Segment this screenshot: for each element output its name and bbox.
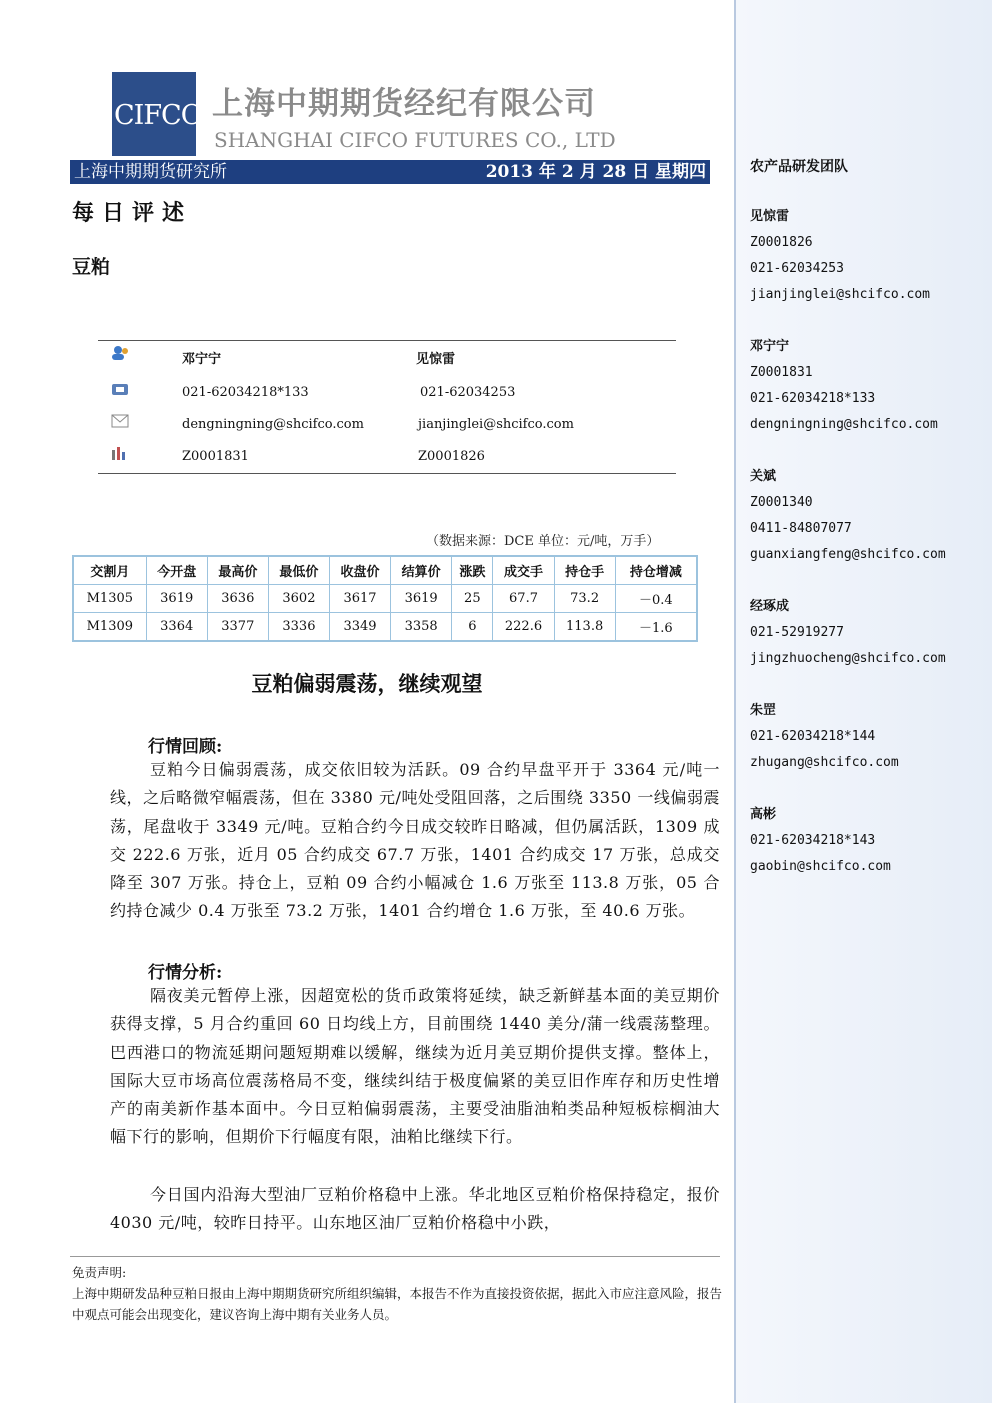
contact-a-email[interactable]: dengningning@shcifco.com <box>182 417 364 432</box>
contact-a-name: 邓宁宁 <box>182 352 222 367</box>
member-name: 朱罡 <box>750 703 777 718</box>
institute-name: 上海中期期货研究所 <box>74 162 227 182</box>
col-header: 持仓增减 <box>615 556 697 585</box>
table-cell: 3336 <box>268 613 329 642</box>
col-header: 最高价 <box>207 556 268 585</box>
article-title: 豆粕偏弱震荡，继续观望 <box>251 671 483 696</box>
member-phone: 021-52919277 <box>750 625 844 640</box>
member-phone: 0411-84807077 <box>750 521 852 536</box>
logo-text: CIFCO <box>114 100 202 131</box>
product-heading: 豆粕 <box>72 256 111 278</box>
col-header: 成交手 <box>493 556 554 585</box>
member-email[interactable]: dengningning@shcifco.com <box>750 417 938 432</box>
member-id: Z0001826 <box>750 235 813 250</box>
table-cell: 3377 <box>207 613 268 642</box>
section-heading-daily: 每日评述 <box>72 200 193 226</box>
table-cell: 3364 <box>146 613 207 642</box>
paragraph-spot: 今日国内沿海大型油厂豆粕价格稳中上涨。华北地区豆粕价格保持稳定，报价 4030 元/吨，较昨日持平。山东地区油厂豆粕价格稳中小跌， <box>110 1185 720 1233</box>
member-name: 邓宁宁 <box>750 339 790 354</box>
col-header: 收盘价 <box>329 556 390 585</box>
table-row <box>73 585 697 613</box>
team-title: 农产品研发团队 <box>750 159 848 175</box>
paragraph-review: 豆粕今日偏弱震荡，成交依旧较为活跃。09 合约早盘平开于 3364 元/吨一线，之后略微窄幅震荡，但在 3380 元/吨处受阻回落，之后围绕 3350 一线偏弱震荡，尾盘收于 3349 元/吨。豆粕合约今日成交较昨日略减，但仍属活跃，1309 成交 222.6 万张，近月 05 合约成交 67.7 万张，1401 合约成交 17 万张，总成交降至 307 万张。持仓上，豆粕 09 合约小幅减仓 1.6 万张至 113.8 万张，05 合约持仓减少 0.4 万张至 73.2 万张，1401 合约增仓 1.6 万张，至 40.6 万张。 <box>110 760 720 921</box>
person-icon <box>110 345 130 361</box>
contact-b-name: 见惊雷 <box>416 352 456 367</box>
table-cell: －1.6 <box>615 613 697 642</box>
team-member <box>750 698 899 776</box>
member-phone: 021-62034218*144 <box>750 729 876 744</box>
table-cell: 3358 <box>391 613 452 642</box>
member-name: 高彬 <box>750 807 777 822</box>
contact-divider-bottom <box>98 473 676 474</box>
table-cell: 73.2 <box>554 585 615 613</box>
col-header: 今开盘 <box>146 556 207 585</box>
member-id: Z0001340 <box>750 495 813 510</box>
table-cell: 25 <box>452 585 493 613</box>
col-header: 持仓手 <box>554 556 615 585</box>
table-cell: 3602 <box>268 585 329 613</box>
header-bar <box>70 160 710 184</box>
data-source-note: （数据来源：DCE 单位：元/吨，万手） <box>426 534 660 549</box>
section-market-analysis: 行情分析: <box>148 963 223 983</box>
team-member <box>750 594 946 672</box>
table-cell: 6 <box>452 613 493 642</box>
member-email[interactable]: guanxiangfeng@shcifco.com <box>750 547 946 562</box>
id-card-icon <box>110 445 130 461</box>
report-date: 2013 年 2 月 28 日 星期四 <box>485 162 706 182</box>
table-cell: 3636 <box>207 585 268 613</box>
member-email[interactable]: zhugang@shcifco.com <box>750 755 899 770</box>
table-cell: 3349 <box>329 613 390 642</box>
disclaimer-label: 免责声明: <box>72 1265 127 1280</box>
paragraph-analysis: 隔夜美元暂停上涨，因超宽松的货币政策将延续，缺乏新鲜基本面的美豆期价获得支撑，5 月合约重回 60 日均线上方，目前围绕 1440 美分/蒲一线震荡整理。巴西港口的物流延期问题短期难以缓解，继续为近月美豆期价提供支撑。整体上，国际大豆市场高位震荡格局不变，继续纠结于极度偏紧的美豆旧作库存和历史性增产的南美新作基本面中。今日豆粕偏弱震荡，主要受油脂油粕类品种短板棕榈油大幅下行的影响，但期价下行幅度有限，油粕比继续下行。 <box>110 986 720 1147</box>
member-name: 关斌 <box>750 469 777 484</box>
member-phone: 021-62034253 <box>750 261 844 276</box>
col-header: 涨跌 <box>452 556 493 585</box>
company-name-en: SHANGHAI CIFCO FUTURES CO., LTD <box>214 128 616 152</box>
email-icon <box>110 413 130 429</box>
member-id: Z0001831 <box>750 365 813 380</box>
team-member <box>750 334 938 438</box>
table-cell: 3619 <box>391 585 452 613</box>
col-header: 最低价 <box>268 556 329 585</box>
contact-a-phone: 021-62034218*133 <box>182 385 309 400</box>
table-cell: 222.6 <box>493 613 554 642</box>
member-name: 经琢成 <box>750 599 790 614</box>
section-market-review: 行情回顾: <box>148 737 223 757</box>
team-member <box>750 464 946 568</box>
col-header: 交割月 <box>73 556 146 585</box>
table-cell: M1305 <box>73 585 146 613</box>
table-cell: －0.4 <box>615 585 697 613</box>
member-name: 见惊雷 <box>750 209 790 224</box>
member-phone: 021-62034218*143 <box>750 833 876 848</box>
table-cell: 3619 <box>146 585 207 613</box>
team-member <box>750 802 891 880</box>
table-row <box>73 613 697 642</box>
disclaimer-text: 上海中期研发品种豆粕日报由上海中期期货研究所组织编辑，本报告不作为直接投资依据，据此入市应注意风险，报告中观点可能会出现变化，建议咨询上海中期有关业务人员。 <box>72 1286 723 1322</box>
contact-b-email[interactable]: jianjinglei@shcifco.com <box>418 417 574 432</box>
member-email[interactable]: gaobin@shcifco.com <box>750 859 891 874</box>
contact-divider-top <box>98 340 676 341</box>
team-member <box>750 204 930 308</box>
quote-table <box>72 555 698 642</box>
col-header: 结算价 <box>391 556 452 585</box>
contact-a-id: Z0001831 <box>182 449 249 464</box>
table-cell: 67.7 <box>493 585 554 613</box>
member-phone: 021-62034218*133 <box>750 391 876 406</box>
table-header-row <box>73 556 697 585</box>
footer-divider <box>70 1256 720 1257</box>
table-cell: M1309 <box>73 613 146 642</box>
member-email[interactable]: jianjinglei@shcifco.com <box>750 287 931 302</box>
member-email[interactable]: jingzhuocheng@shcifco.com <box>750 651 946 666</box>
phone-icon <box>110 381 130 397</box>
contact-b-phone: 021-62034253 <box>420 385 516 400</box>
table-cell: 3617 <box>329 585 390 613</box>
table-cell: 113.8 <box>554 613 615 642</box>
contact-b-id: Z0001826 <box>418 449 485 464</box>
company-name-cn: 上海中期期货经纪有限公司 <box>212 86 596 122</box>
